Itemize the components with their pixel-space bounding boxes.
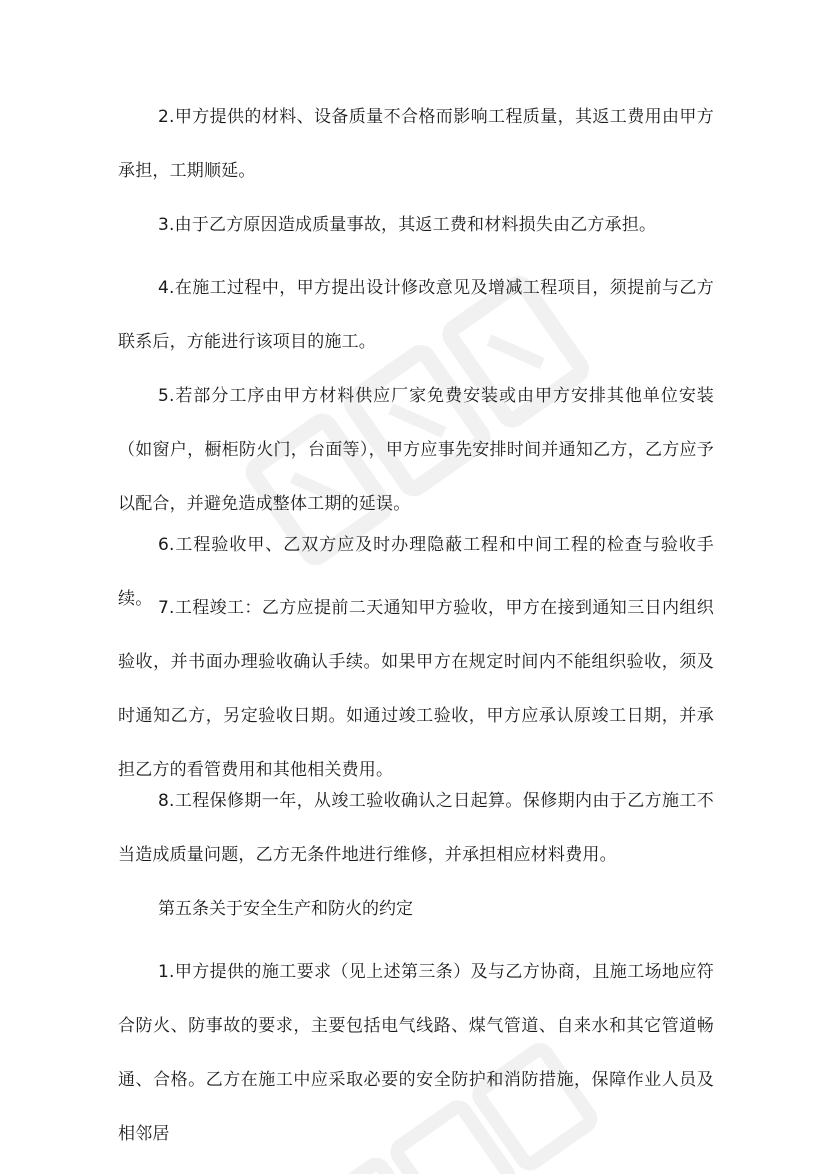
paragraph-7: 7.工程竣工：乙方应提前二天通知甲方验收，甲方在接到通知三日内组织验收，并书面办理验收确认手续。如果甲方在规定时间内不能组织验收，须及时通知乙方，另定验收日期。如通过竣工验收，甲方应承认原竣工日期，并承担乙方的看管费用和其他相关费用。 — [118, 598, 714, 780]
paragraph-5: 5.若部分工序由甲方材料供应厂家免费安装或由甲方安排其他单位安装（如窗户，橱柜防火门，台面等），甲方应事先安排时间并通知乙方，乙方应予以配合，并避免造成整体工期的延误。 — [118, 386, 714, 514]
paragraph-4: 4.在施工过程中，甲方提出设计修改意见及增减工程项目，须提前与乙方联系后，方能进行该项目的施工。 — [118, 278, 714, 352]
section-paragraph-1: 1.甲方提供的施工要求（见上述第三条）及与乙方协商，且施工场地应符合防火、防事故的要求，主要包括电气线路、煤气管道、自来水和其它管道畅通、合格。乙方在施工中应采取必要的安全防护和消防措施，保障作业人员及相邻居 — [118, 962, 714, 1144]
paragraph-2: 2.甲方提供的材料、设备质量不合格而影响工程质量，其返工费用由甲方承担，工期顺延。 — [118, 107, 714, 181]
paragraph-8: 8.工程保修期一年，从竣工验收确认之日起算。保修期内由于乙方施工不当造成质量问题，乙方无条件地进行维修，并承担相应材料费用。 — [118, 791, 714, 865]
section-heading: 第五条关于安全生产和防火的约定 — [158, 899, 413, 919]
paragraph-6: 6.工程验收甲、乙双方应及时办理隐蔽工程和中间工程的检查与验收手续。 — [118, 535, 714, 609]
paragraph-3: 3.由于乙方原因造成质量事故，其返工费和材料损失由乙方承担。 — [158, 215, 657, 235]
